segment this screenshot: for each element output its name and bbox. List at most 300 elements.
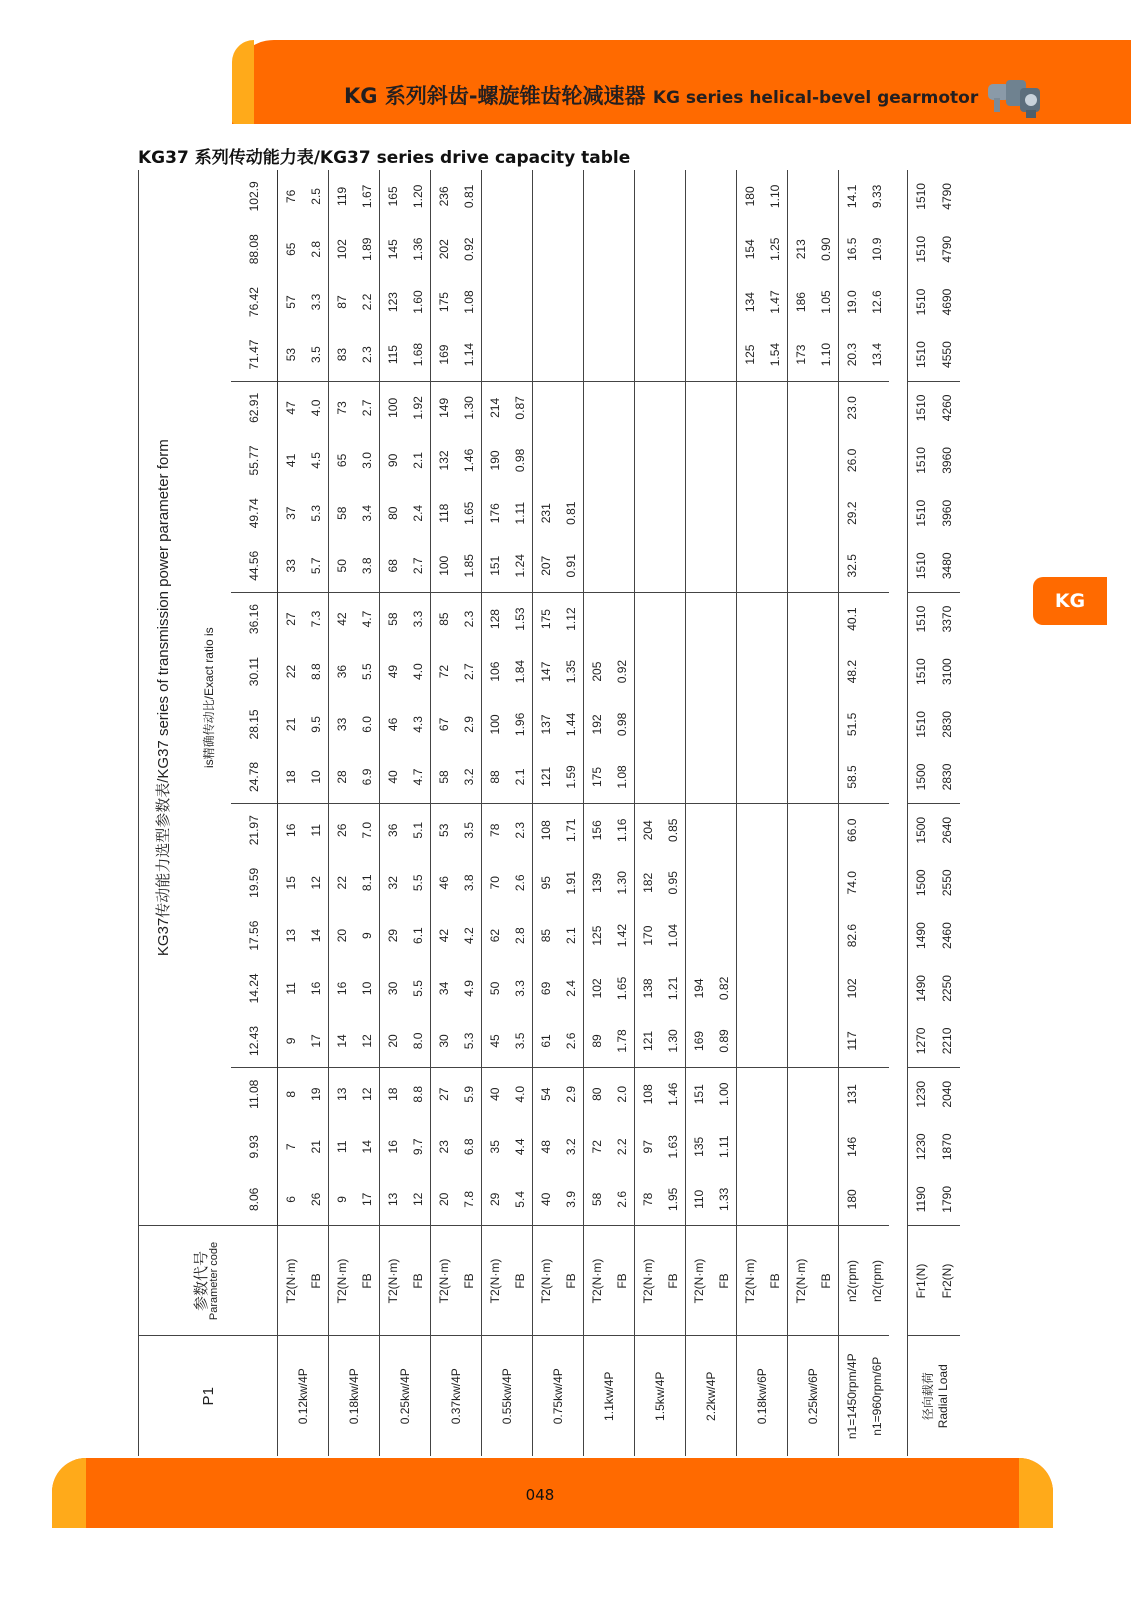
table-cell: 131 [839, 1068, 865, 1121]
table-cell: 204 [635, 804, 661, 857]
table-cell: 74.0 [839, 856, 865, 909]
table-cell: 85 [533, 909, 559, 962]
table-cell: 102 [584, 962, 610, 1015]
table-cell: 0.82 [716, 976, 731, 1001]
table-cell [686, 592, 712, 645]
table-cell [533, 434, 559, 487]
table-cell: 134 [737, 276, 763, 329]
table-cell [609, 540, 635, 593]
table-cell: 5.1 [410, 821, 425, 839]
table-cell: 5.3 [308, 504, 323, 522]
table-cell: 2460 [940, 922, 954, 949]
table-cell: 137 [533, 698, 559, 751]
table-cell: 12 [354, 1015, 380, 1068]
table-cell: 6 [278, 1173, 304, 1226]
table-cell: 125 [737, 328, 763, 381]
parameter-code-header [139, 1226, 278, 1336]
table-cell: 4550 [934, 328, 960, 381]
table-cell: 17.56 [231, 909, 278, 962]
table-cell [788, 1120, 814, 1173]
table-cell [737, 487, 763, 540]
table-cell: 16.5 [839, 223, 865, 276]
table-cell: 6.8 [461, 1138, 476, 1156]
table-cell: 6.0 [359, 716, 374, 733]
table-row [329, 170, 355, 1456]
table-cell: 0.85 [665, 818, 680, 842]
table-cell: 1510 [908, 592, 935, 645]
table-cell: 175 [533, 592, 559, 645]
gearmotor-image [986, 74, 1046, 122]
table-cell: 4.9 [461, 980, 476, 997]
table-cell: 3.0 [359, 452, 374, 469]
table-cell: 58 [329, 487, 355, 540]
table-cell: 0.90 [818, 237, 833, 261]
table-cell [711, 487, 737, 540]
table-cell [864, 645, 889, 698]
table-cell: 1510 [908, 434, 935, 487]
table-cell: 50 [482, 962, 508, 1015]
table-cell [813, 487, 839, 540]
table-cell [711, 434, 737, 487]
table-cell [788, 962, 814, 1015]
param-code: T2(N·m) [737, 1226, 763, 1336]
table-cell: 236 [431, 170, 457, 223]
table-cell: 1.05 [818, 290, 833, 314]
table-cell: 1.11 [716, 1135, 731, 1159]
table-cell [482, 223, 508, 276]
param-code: T2(N·m) [380, 1226, 406, 1336]
table-row [711, 170, 737, 1456]
table-cell: 20 [431, 1173, 457, 1226]
table-cell: 16 [278, 804, 304, 857]
table-row [635, 170, 661, 1456]
table-cell: 27 [431, 1068, 457, 1121]
table-cell: 65 [278, 223, 304, 276]
table-cell: 42 [329, 592, 355, 645]
table-cell: 2.3 [512, 821, 527, 839]
table-cell: 151 [482, 540, 508, 593]
table-row [737, 170, 763, 1456]
table-row [558, 170, 584, 1456]
table-cell: 3.3 [410, 610, 425, 628]
table-cell: 20 [329, 909, 355, 962]
table-cell: 17 [303, 1015, 329, 1068]
table-cell: 0.92 [461, 237, 476, 261]
table-cell [635, 328, 661, 381]
param-code: FB [711, 1226, 737, 1336]
footer-accent-right [1019, 1458, 1053, 1528]
table-cell [507, 276, 533, 329]
table-cell: 0.98 [512, 448, 527, 473]
table-row [934, 170, 960, 1456]
table-cell: 26 [303, 1173, 329, 1226]
table-cell: 102 [329, 223, 355, 276]
table-cell [737, 804, 763, 857]
table-cell: 3.2 [456, 751, 482, 804]
table-cell [737, 698, 763, 751]
table-cell: 5.5 [410, 980, 425, 997]
table-cell: 1510 [908, 645, 935, 698]
table-cell [864, 1015, 889, 1068]
table-cell: 62.91 [231, 381, 278, 434]
table-cell [813, 909, 839, 962]
table-cell [609, 381, 635, 434]
param-code: T2(N·m) [584, 1226, 610, 1336]
table-cell [813, 645, 839, 698]
table-cell: 202 [431, 223, 457, 276]
table-cell [864, 751, 889, 804]
table-row [380, 170, 406, 1456]
table-cell: 1510 [908, 276, 935, 329]
table-cell [686, 328, 712, 381]
table-cell: 1510 [908, 170, 935, 223]
table-cell: 1.95 [660, 1173, 686, 1226]
table-cell [737, 909, 763, 962]
table-cell [711, 328, 737, 381]
table-cell: 29 [380, 909, 406, 962]
table-cell [737, 592, 763, 645]
power-label: 2.2kw/4P [686, 1336, 737, 1456]
table-cell: 85 [431, 592, 457, 645]
param-code: FB [813, 1226, 839, 1336]
table-cell [584, 276, 610, 329]
table-cell: 1.35 [563, 659, 578, 684]
table-row [908, 170, 935, 1456]
table-cell [711, 804, 737, 857]
table-cell: 12.6 [869, 290, 884, 314]
table-cell: 29.2 [839, 487, 865, 540]
kg-side-tab[interactable]: KG [1033, 577, 1107, 625]
footer-accent-left [52, 1458, 86, 1528]
table-cell: 8.06 [231, 1173, 278, 1226]
table-cell: 138 [635, 962, 661, 1015]
table-cell: 13 [329, 1068, 355, 1121]
table-cell [788, 592, 814, 645]
table-cell: 90 [380, 434, 406, 487]
table-cell: 58 [380, 592, 406, 645]
table-cell [584, 592, 610, 645]
param-code: T2(N·m) [788, 1226, 814, 1336]
table-cell: 2550 [940, 869, 954, 897]
param-code: FB [456, 1226, 482, 1336]
table-cell: 24.78 [231, 751, 278, 804]
table-cell: 80 [584, 1068, 610, 1121]
table-cell [635, 223, 661, 276]
table-cell: 2.7 [359, 399, 374, 417]
table-cell: 45 [482, 1015, 508, 1068]
table-cell: 1.14 [456, 328, 482, 381]
table-cell: 48 [533, 1120, 559, 1173]
table-cell: 1.78 [609, 1015, 635, 1068]
table-cell: 3100 [940, 658, 954, 685]
table-cell: 3480 [934, 540, 960, 593]
table-cell: 8.8 [308, 663, 323, 680]
table-cell: 2.2 [614, 1138, 629, 1156]
table-cell [711, 223, 737, 276]
table-cell: 100 [482, 698, 508, 751]
table-cell: 71.47 [231, 328, 278, 381]
table-cell: 2.9 [461, 716, 476, 733]
table-cell: 32.5 [839, 540, 865, 593]
table-cell: 78 [635, 1173, 661, 1226]
table-cell: 1.30 [614, 871, 629, 895]
table-cell: 1.68 [405, 328, 431, 381]
table-cell: 10.9 [869, 237, 884, 261]
table-cell [788, 170, 814, 223]
table-cell: 1510 [908, 328, 935, 381]
table-cell: 1.00 [716, 1082, 731, 1106]
table-cell [788, 645, 814, 698]
table-cell: 176 [482, 487, 508, 540]
table-cell: 1.85 [456, 540, 482, 593]
table-cell [737, 540, 763, 593]
power-label: 0.25kw/4P [380, 1336, 431, 1456]
table-cell: 61 [533, 1015, 559, 1068]
table-cell [864, 804, 889, 857]
table-cell: 102.9 [231, 170, 278, 223]
table-cell: 1.16 [614, 818, 629, 842]
table-cell: 46 [380, 698, 406, 751]
table-cell: 22 [329, 856, 355, 909]
param-code: n2(rpm) [839, 1226, 865, 1336]
table-cell: 58 [431, 751, 457, 804]
table-cell [635, 698, 661, 751]
table-cell: 154 [737, 223, 763, 276]
param-code: T2(N·m) [278, 1226, 304, 1336]
parameter-code-cn: 参数代号 [193, 1250, 210, 1311]
table-cell: 5.5 [410, 874, 425, 892]
table-cell [813, 962, 839, 1015]
param-code: T2(N·m) [431, 1226, 457, 1336]
table-cell: 9 [278, 1015, 304, 1068]
table-cell [788, 540, 814, 593]
param-code: Fr1(N) [908, 1226, 935, 1336]
table-cell [584, 328, 610, 381]
table-cell: 186 [788, 276, 814, 329]
table-cell [711, 540, 737, 593]
table-cell: 2.6 [558, 1015, 584, 1068]
table-cell: 3960 [940, 499, 954, 527]
table-cell: 20 [380, 1015, 406, 1068]
table-cell: 80 [380, 487, 406, 540]
table-cell: 68 [380, 540, 406, 593]
table-cell: 23.0 [839, 381, 865, 434]
table-cell: 0.91 [558, 540, 584, 593]
table-cell [788, 1173, 814, 1226]
table-cell: 3.5 [461, 821, 476, 839]
table-cell: 2.6 [512, 874, 527, 892]
table-cell [788, 856, 814, 909]
table-cell [711, 856, 737, 909]
header-title-cn: KG 系列斜齿-螺旋锥齿轮减速器 [344, 84, 646, 108]
table-cell: 194 [686, 962, 712, 1015]
table-cell: 3.5 [507, 1015, 533, 1068]
table-cell: 40.1 [839, 592, 865, 645]
table-cell: 2830 [934, 751, 960, 804]
table-cell: 2640 [940, 816, 954, 844]
table-cell [686, 751, 712, 804]
table-cell: 4.0 [308, 399, 323, 417]
power-label: 1.5kw/4P [635, 1336, 686, 1456]
table-cell [660, 276, 686, 329]
table-cell: 32 [380, 856, 406, 909]
table-cell [762, 1173, 788, 1226]
capacity-table [138, 170, 960, 1456]
table-cell: 4.3 [410, 716, 425, 733]
table-cell: 2.1 [563, 927, 578, 944]
table-cell: 123 [380, 276, 406, 329]
table-cell: 117 [839, 1015, 865, 1068]
table-cell: 41 [278, 434, 304, 487]
table-cell: 11.08 [231, 1068, 278, 1121]
table-row [354, 170, 380, 1456]
table-cell: 50 [329, 540, 355, 593]
table-cell: 12 [359, 1087, 374, 1101]
table-cell: 4790 [940, 183, 954, 210]
table-cell [737, 645, 763, 698]
table-cell: 9 [329, 1173, 355, 1226]
table-cell: 5.3 [456, 1015, 482, 1068]
table-cell [686, 276, 712, 329]
table-cell: 2.4 [410, 504, 425, 522]
table-cell: 26.0 [839, 434, 865, 487]
table-row [813, 170, 839, 1456]
table-row [303, 170, 329, 1456]
table-main-title: KG37传动能力选型参数表/KG37 series of transmission power parameter form [139, 170, 186, 1226]
table-cell: 1.24 [507, 540, 533, 593]
table-cell: 2.1 [410, 452, 425, 469]
table-cell: 110 [686, 1173, 712, 1226]
table-cell: 89 [584, 1015, 610, 1068]
table-cell [864, 1068, 889, 1121]
table-cell: 214 [482, 381, 508, 434]
table-cell: 1.63 [665, 1135, 680, 1159]
speed-label: n1=1450rpm/4P [839, 1336, 865, 1456]
table-cell [609, 223, 635, 276]
table-cell: 1.89 [359, 237, 374, 261]
table-cell [558, 223, 584, 276]
table-cell [762, 1068, 788, 1121]
table-cell: 121 [533, 751, 559, 804]
power-label: 0.55kw/4P [482, 1336, 533, 1456]
table-cell: 9.7 [410, 1138, 425, 1156]
table-cell: 15 [278, 856, 304, 909]
table-cell: 57 [278, 276, 304, 329]
table-cell [711, 276, 737, 329]
table-cell [686, 381, 712, 434]
table-cell [813, 381, 839, 434]
table-cell [788, 1015, 814, 1068]
table-cell: 2830 [940, 711, 954, 738]
table-cell: 2.3 [461, 610, 476, 628]
table-cell [711, 170, 737, 223]
table-cell [762, 856, 788, 909]
table-cell [558, 276, 584, 329]
table-cell [864, 540, 889, 593]
table-cell: 0.98 [614, 712, 629, 737]
table-cell [788, 487, 814, 540]
param-code: FB [303, 1226, 329, 1336]
table-cell: 88 [482, 751, 508, 804]
table-cell: 1.20 [410, 184, 425, 209]
param-code: T2(N·m) [482, 1226, 508, 1336]
table-cell: 33 [278, 540, 304, 593]
table-cell [609, 170, 635, 223]
table-cell [813, 804, 839, 857]
table-cell: 3.3 [512, 980, 527, 997]
table-cell: 72 [584, 1120, 610, 1173]
table-cell: 13 [380, 1173, 406, 1226]
table-cell [533, 223, 559, 276]
table-cell: 115 [380, 328, 406, 381]
table-cell: 62 [482, 909, 508, 962]
table-cell: 1190 [908, 1173, 935, 1226]
table-cell: 3.3 [308, 293, 323, 311]
table-cell [762, 698, 788, 751]
table-cell [813, 1015, 839, 1068]
table-cell [813, 1173, 839, 1226]
header-title [344, 78, 978, 114]
table-cell [864, 381, 889, 434]
table-cell: 0.89 [711, 1015, 737, 1068]
table-cell [584, 170, 610, 223]
table-cell: 1790 [934, 1173, 960, 1226]
power-label: 0.37kw/4P [431, 1336, 482, 1456]
table-cell [686, 434, 712, 487]
header-accent [232, 40, 254, 124]
table-cell: 3.2 [563, 1138, 578, 1156]
table-cell: 17 [354, 1173, 380, 1226]
table-cell: 72 [431, 645, 457, 698]
table-cell [864, 1120, 889, 1173]
param-code: T2(N·m) [686, 1226, 712, 1336]
table-cell: 1510 [908, 540, 935, 593]
table-cell: 21.97 [231, 804, 278, 857]
table-cell [762, 1120, 788, 1173]
table-cell: 36 [329, 645, 355, 698]
table-cell [762, 540, 788, 593]
table-cell: 12 [308, 876, 323, 890]
table-cell: 0.95 [665, 871, 680, 895]
table-cell [660, 698, 686, 751]
table-row [584, 170, 610, 1456]
table-cell: 8 [278, 1068, 304, 1121]
table-cell: 1.36 [410, 237, 425, 261]
table-cell: 5.5 [359, 663, 374, 680]
table-cell [711, 592, 737, 645]
table-cell [737, 381, 763, 434]
table-cell [507, 328, 533, 381]
table-cell [584, 381, 610, 434]
table-cell: 12.43 [231, 1015, 278, 1068]
table-cell: 27 [278, 592, 304, 645]
table-cell: 2.2 [359, 293, 374, 311]
table-cell [686, 909, 712, 962]
table-row [482, 170, 508, 1456]
table-cell: 0.81 [461, 184, 476, 209]
table-cell [864, 434, 889, 487]
table-cell [507, 223, 533, 276]
table-row [278, 170, 304, 1456]
table-cell: 9.93 [231, 1120, 278, 1173]
table-cell: 97 [635, 1120, 661, 1173]
table-cell: 165 [380, 170, 406, 223]
table-cell [609, 328, 635, 381]
table-cell: 82.6 [839, 909, 865, 962]
table-cell: 1500 [908, 751, 935, 804]
table-cell: 1.53 [512, 607, 527, 631]
table-cell: 87 [329, 276, 355, 329]
